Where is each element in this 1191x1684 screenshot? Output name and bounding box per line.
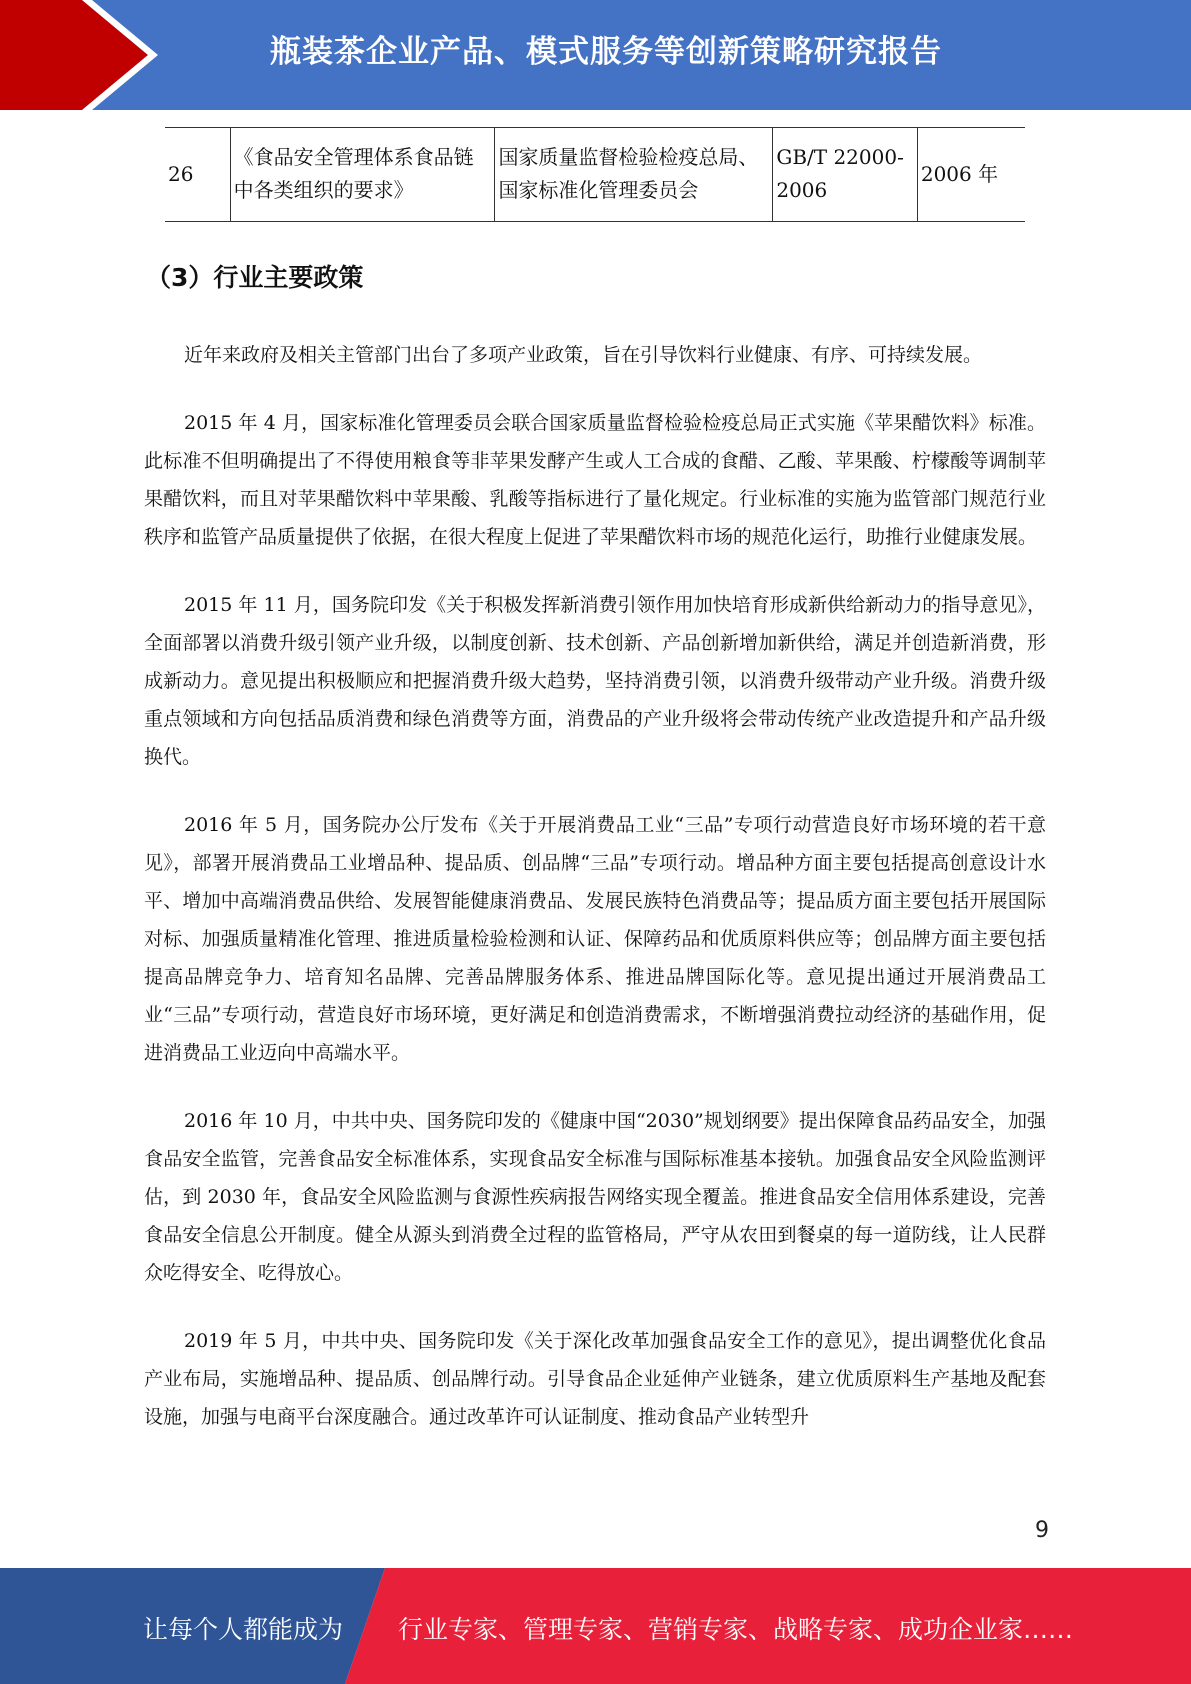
header-arrow-decoration: [0, 0, 260, 110]
footer-slogan-left: 让每个人都能成为: [143, 1615, 344, 1644]
table-cell-standard-code: GB/T 22000-2006: [773, 128, 918, 222]
table-cell-index: 26: [165, 128, 230, 222]
paragraph: 2015 年 4 月，国家标准化管理委员会联合国家质量监督检验检疫总局正式实施《苹果醋饮料》标准。此标准不但明确提出了不得使用粮食等非苹果发酵产生或人工合成的食醋、乙酸、苹果酸、柠檬酸等调制苹果醋饮料，而且对苹果醋饮料中苹果酸、乳酸等指标进行了量化规定。行业标准的实施为监管部门规范行业秩序和监管产品质量提供了依据，在很大程度上促进了苹果醋饮料市场的规范化运行，助推行业健康发展。: [144, 412, 1046, 548]
table-cell-year: 2006 年: [917, 128, 1025, 222]
table-cell-standard-name: 《食品安全管理体系食品链中各类组织的要求》: [230, 128, 495, 222]
footer-slogan-right: 行业专家、管理专家、营销专家、战略专家、成功企业家……: [398, 1615, 1074, 1644]
paragraph: 2016 年 10 月，中共中央、国务院印发的《健康中国“2030”规划纲要》提出保障食品药品安全，加强食品安全监管，完善食品安全标准体系，实现食品安全标准与国际标准基本接轨。加强食品安全风险监测评估，到 2030 年，食品安全风险监测与食源性疾病报告网络实现全覆盖。推进食品安全信用体系建设，完善食品安全信息公开制度。健全从源头到消费全过程的监管格局，严守从农田到餐桌的每一道防线，让人民群众吃得安全、吃得放心。: [144, 1110, 1046, 1284]
report-title: 瓶装茶企业产品、模式服务等创新策略研究报告: [270, 34, 942, 70]
page-header: [0, 0, 1191, 110]
paragraph: 2016 年 5 月，国务院办公厅发布《关于开展消费品工业“三品”专项行动营造良好市场环境的若干意见》，部署开展消费品工业增品种、提品质、创品牌“三品”专项行动。增品种方面主要包括提高创意设计水平、增加中高端消费品供给、发展智能健康消费品、发展民族特色消费品等；提品质方面主要包括开展国际对标、加强质量精准化管理、推进质量检验检测和认证、保障药品和优质原料供应等；创品牌方面主要包括提高品牌竞争力、培育知名品牌、完善品牌服务体系、推进品牌国际化等。意见提出通过开展消费品工业“三品”专项行动，营造良好市场环境，更好满足和创造消费需求，不断增强消费拉动经济的基础作用，促进消费品工业迈向中高端水平。: [144, 814, 1046, 1064]
section-heading: （3）行业主要政策: [146, 263, 364, 292]
paragraph: 近年来政府及相关主管部门出台了多项产业政策，旨在引导饮料行业健康、有序、可持续发展。: [184, 344, 983, 366]
paragraph: 2019 年 5 月，中共中央、国务院印发《关于深化改革加强食品安全工作的意见》，提出调整优化食品产业布局，实施增品种、提品质、创品牌行动。引导食品企业延伸产业链条，建立优质原料生产基地及配套设施，加强与电商平台深度融合。通过改革许可认证制度、推动食品产业转型升: [144, 1330, 1046, 1428]
page-number: 9: [1035, 1518, 1049, 1543]
standards-table: [165, 127, 1025, 222]
page-footer: [0, 1568, 1191, 1684]
table-cell-issuer: 国家质量监督检验检疫总局、国家标准化管理委员会: [495, 128, 773, 222]
paragraph: 2015 年 11 月，国务院印发《关于积极发挥新消费引领作用加快培育形成新供给新动力的指导意见》，全面部署以消费升级引领产业升级，以制度创新、技术创新、产品创新增加新供给，满足并创造新消费，形成新动力。意见提出积极顺应和把握消费升级大趋势，坚持消费引领，以消费升级带动产业升级。消费升级重点领域和方向包括品质消费和绿色消费等方面，消费品的产业升级将会带动传统产业改造提升和产品升级换代。: [144, 594, 1046, 768]
table-row: [165, 128, 1025, 222]
body-text: [144, 336, 1046, 1466]
